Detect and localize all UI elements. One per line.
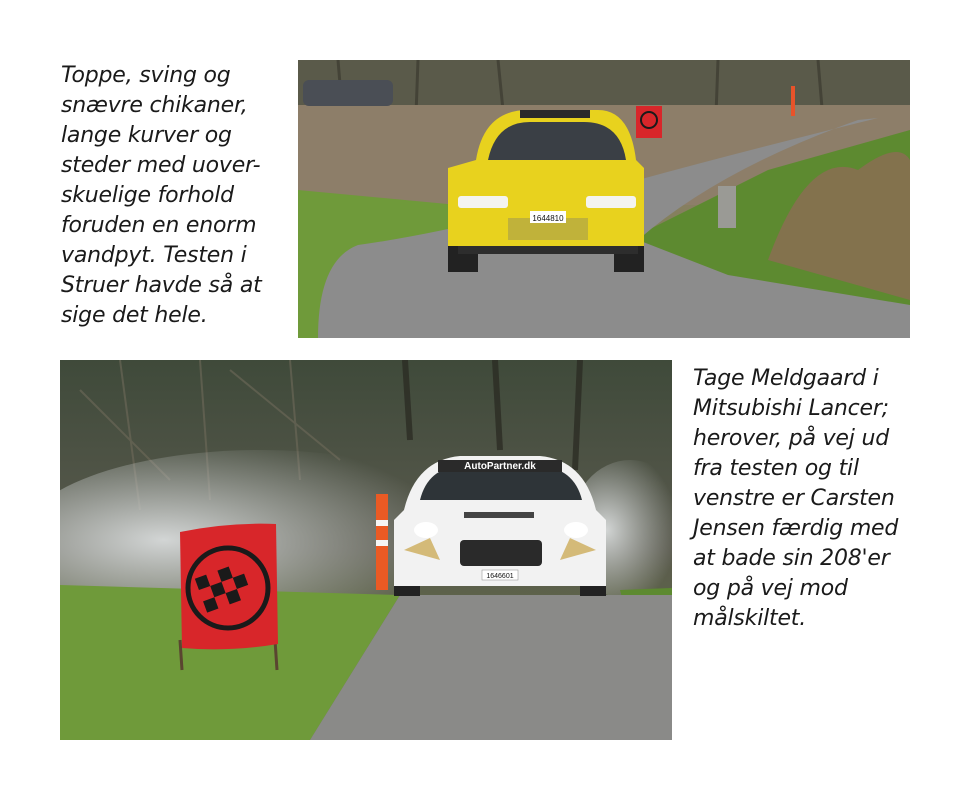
caption-top: Toppe, sving og snævre chikaner, lange kurver og steder med uover- skuelige forhold foruden en enorm vandpyt. Testen i Struer havde så at sige det hele. — [61, 63, 262, 328]
plate-white-car: 1646601 — [486, 573, 514, 580]
windshield-banner: AutoPartner.dk — [464, 461, 536, 472]
caption-right: Tage Meldgaard i Mitsubishi Lancer; herover, på vej ud fra testen og til venstre er Carsten Jensen færdig med at bade sin 208'er og på vej mod målskiltet. — [693, 366, 899, 631]
plate-yellow-car: 1644810 — [532, 214, 564, 223]
photo-white-rally-car — [60, 360, 672, 740]
photo-yellow-rally-car — [298, 60, 910, 338]
